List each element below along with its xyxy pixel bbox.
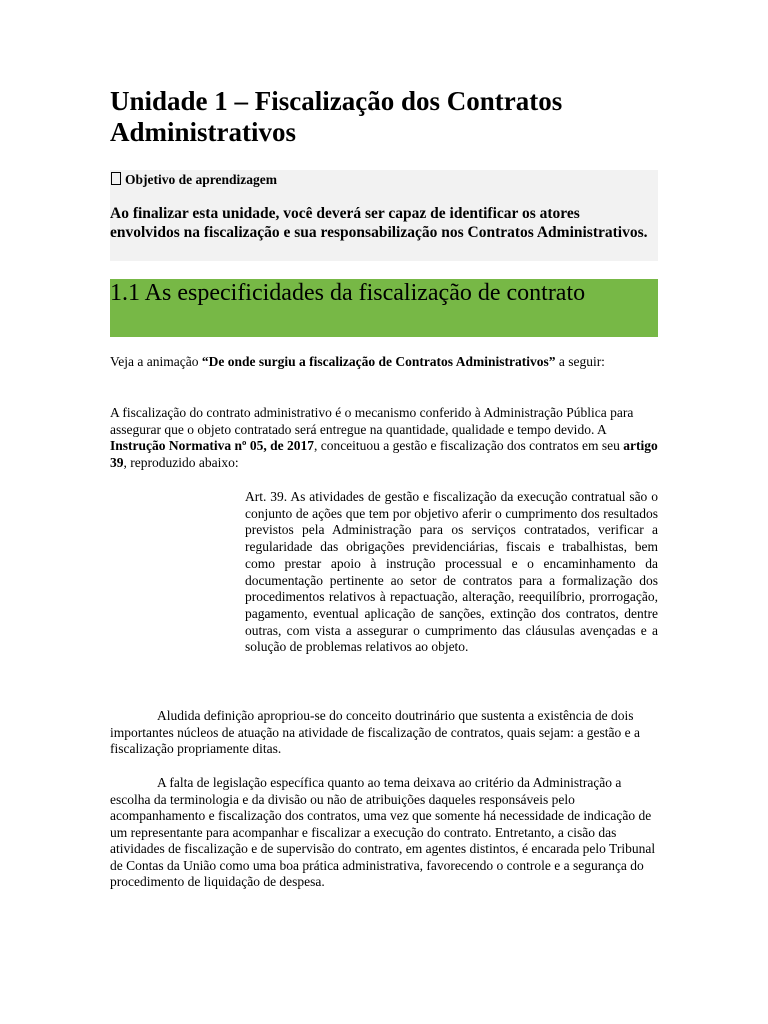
objective-text: Ao finalizar esta unidade, você deverá ser capaz de identificar os atores envolvidos na fiscalização e sua responsabilização nos Contratos Administrativos. (110, 205, 648, 241)
definition-text-1: A fiscalização do contrato administrativo é o mecanismo conferido à Administração Pública para assegurar que o objeto contratado será entregue na quantidade, qualidade e tempo devido. A (110, 405, 634, 437)
definition-text-2: , conceituou a gestão e fiscalização dos contratos em seu (313, 438, 624, 453)
intro-text-before: Veja a animação (110, 354, 202, 369)
learning-objective-box (110, 170, 658, 261)
definition-text-3: , reproduzido abaixo: (123, 454, 239, 470)
objective-header (110, 171, 277, 188)
objective-label: Objetivo de aprendizagem (125, 172, 277, 187)
document-icon (111, 172, 121, 185)
article-reference: artigo 39 (110, 438, 658, 470)
intro-paragraph (110, 354, 658, 371)
definition-paragraph (110, 405, 658, 471)
body-paragraph-aludida: Aludida definição apropriou-se do conceito doutrinário que sustenta a existência de dois importantes núcleos de atuação na atividade de fiscalização de contratos, quais sejam: a gestão e a fiscalização propriamente ditas. (110, 708, 641, 756)
section-heading: 1.1 As especificidades da fiscalização de contrato (110, 280, 586, 306)
norm-reference: Instrução Normativa nº 05, de 2017 (110, 438, 314, 453)
body-paragraph-falta: A falta de legislação específica quanto ao tema deixava ao critério da Administração a escolha da terminologia e da divisão ou não de atribuições daqueles responsáveis pelo acompanhamento e fiscalização dos contratos, uma vez que somente há necessidade de indicação de um representante para acompanhar e fiscalizar a execução do contrato. Entretanto, a cisão das atividades de fiscalização e de supervisão do contrato, em agentes distintos, é encarada pelo Tribunal de Contas da União como uma boa prática administrativa, favorecendo o controle e a segurança do procedimento de liquidação de despesa. (110, 775, 656, 889)
animation-title: “De onde surgiu a fiscalização de Contratos Administrativos” (201, 354, 556, 369)
intro-text-after: a seguir: (555, 354, 605, 369)
section-banner (110, 279, 658, 337)
article-quote: Art. 39. As atividades de gestão e fiscalização da execução contratual são o conjunto de ações que tem por objetivo aferir o cumprimento dos resultados previstos pela Administração para os serviços contratados, verificar a regularidade das obrigações previdenciárias, fiscais e trabalhistas, bem como prestar apoio à instrução processual e o encaminhamento da documentação pertinente ao setor de contratos para a formalização dos procedimentos relativos à repactuação, alteração, reequilíbrio, prorrogação, pagamento, eventual aplicação de sanções, extinção dos contratos, dentre outras, com vista a assegurar o cumprimento das cláusulas avençadas e a solução de problemas relativos ao objeto. (245, 489, 658, 655)
page-title: Unidade 1 – Fiscalização dos Contratos Administrativos (110, 86, 563, 147)
